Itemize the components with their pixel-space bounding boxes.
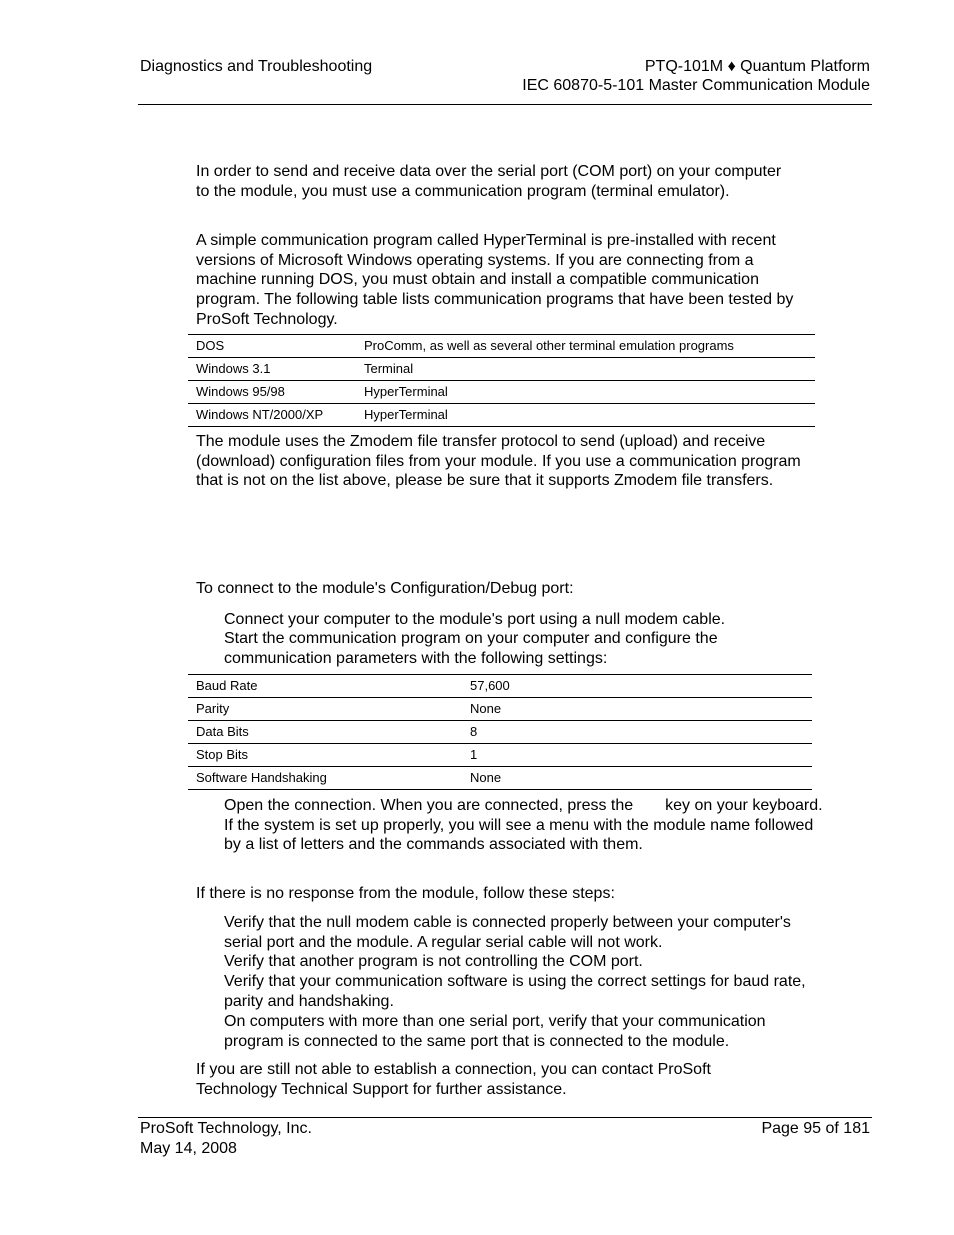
header-section-title: Diagnostics and Troubleshooting <box>140 58 373 75</box>
step-connect-cable: Connect your computer to the module's port using a null modem cable. <box>224 611 726 628</box>
setting-value-cell: None <box>462 767 812 790</box>
check-settings: Verify that your communication software is using the correct settings for baud rate, parity and handshaking. <box>224 973 806 1010</box>
paragraph-support: If you are still not able to establish a connection, you can contact ProSoft Technology Technical Support for further assistance. <box>196 1061 711 1098</box>
table-row <box>188 675 812 698</box>
program-cell: ProComm, as well as several other terminal emulation programs <box>356 335 815 358</box>
program-cell: Terminal <box>356 358 815 381</box>
step-open-connection-rest: keyboard. If the system is set up properly, you will see a menu with the module name followed by a list of letters and the commands associated with them. <box>224 797 823 854</box>
step-open-connection-key: key on your <box>665 797 748 814</box>
setting-name-cell: Baud Rate <box>188 675 462 698</box>
footer-company: ProSoft Technology, Inc. <box>140 1120 312 1137</box>
setting-name-cell: Stop Bits <box>188 744 462 767</box>
os-cell: Windows 95/98 <box>188 381 356 404</box>
table-row <box>188 335 815 358</box>
table-row <box>188 381 815 404</box>
step-open-connection <box>224 796 824 855</box>
paragraph-no-response: If there is no response from the module, follow these steps: <box>196 885 615 902</box>
table-row <box>188 767 812 790</box>
setting-value-cell: None <box>462 698 812 721</box>
header-product-subtitle: IEC 60870-5-101 Master Communication Module <box>522 77 870 94</box>
paragraph-connect-intro: To connect to the module's Configuration/Debug port: <box>196 580 574 597</box>
setting-name-cell: Data Bits <box>188 721 462 744</box>
step-open-connection-start: Open the connection. When you are connected, press the <box>224 797 634 814</box>
setting-value-cell: 8 <box>462 721 812 744</box>
paragraph-zmodem: The module uses the Zmodem file transfer protocol to send (upload) and receive (download) configuration files from your module. If you use a communication program that is not on the list above, please be sure that it supports Zmodem file transfers. <box>196 433 801 490</box>
table-row <box>188 358 815 381</box>
header-product-title: PTQ-101M ♦ Quantum Platform <box>644 58 870 75</box>
program-cell: HyperTerminal <box>356 381 815 404</box>
paragraph-hyperterminal: A simple communication program called HyperTerminal is pre-installed with recent versions of Microsoft Windows operating systems. If you are connecting from a machine running DOS, you must obtain and install a compatible communication program. The following table lists communication programs that have been tested by ProSoft Technology. <box>196 232 794 328</box>
os-cell: Windows 3.1 <box>188 358 356 381</box>
footer-rule <box>138 1117 872 1118</box>
footer-page-number: Page 95 of 181 <box>761 1120 870 1137</box>
check-null-modem: Verify that the null modem cable is connected properly between your computer's serial port and the module. A regular serial cable will not work. <box>224 914 791 951</box>
settings-table <box>188 674 812 790</box>
setting-name-cell: Parity <box>188 698 462 721</box>
os-cell: DOS <box>188 335 356 358</box>
os-cell: Windows NT/2000/XP <box>188 404 356 427</box>
setting-value-cell: 57,600 <box>462 675 812 698</box>
table-row <box>188 744 812 767</box>
check-serial-port: On computers with more than one serial port, verify that your communication program is connected to the same port that is connected to the module. <box>224 1013 766 1050</box>
programs-table <box>188 334 815 427</box>
table-row <box>188 404 815 427</box>
setting-value-cell: 1 <box>462 744 812 767</box>
step-start-program: Start the communication program on your computer and configure the communication parameters with the following settings: <box>224 630 718 667</box>
program-cell: HyperTerminal <box>356 404 815 427</box>
table-row <box>188 698 812 721</box>
table-row <box>188 721 812 744</box>
paragraph-intro: In order to send and receive data over the serial port (COM port) on your computer to the module, you must use a communication program (terminal emulator). <box>196 163 782 200</box>
header-rule <box>138 104 872 105</box>
setting-name-cell: Software Handshaking <box>188 767 462 790</box>
check-com-port: Verify that another program is not controlling the COM port. <box>224 953 643 970</box>
footer-date: May 14, 2008 <box>140 1140 237 1157</box>
